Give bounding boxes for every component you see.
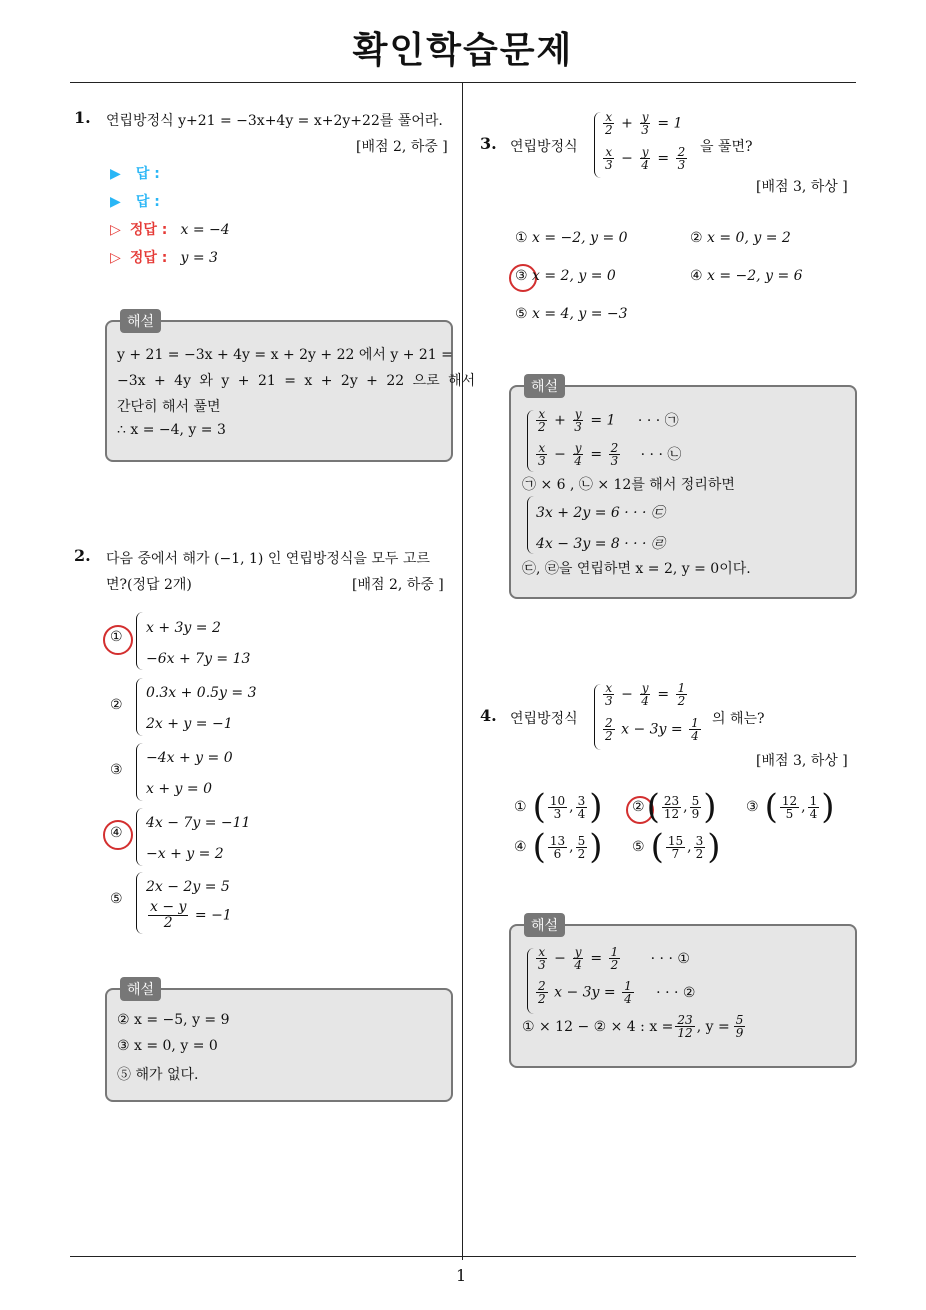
q2-option-eq: $\frac{x - y}{2}$ = −1 [150,899,232,931]
q2-option-mark: ④ [110,825,123,841]
q3-meta: [배점 3, 하상 ] [756,179,848,195]
q1-explanation-tag: 해설 [120,309,161,333]
q4-system-row: $\frac{x}{3}$ − $\frac{y}{4}$ = $\frac{1}{2}$ [605,681,686,708]
q2-number: 2. [74,546,91,565]
brace-icon [136,612,143,670]
answer-arrow-icon: ▶ [110,194,121,210]
brace-icon [527,410,534,472]
q3-explain-line: ㉢, ㉣을 연립하면 x = 2, y = 0이다. [522,561,751,577]
q3-explain-line: ㉠ × 6 , ㉡ × 12를 해서 정리하면 [522,477,735,493]
q2-option-mark: ① [110,629,123,645]
q4-explain-system-row: $\frac{x}{3}$ − $\frac{y}{4}$ = $\frac{1}{2}$ · · · ① [538,945,690,972]
q4-option: ④ ( $\frac{13}{6}$ , $\frac{5}{2}$ ) [514,827,603,867]
brace-icon [136,872,143,934]
q4-prompt: 연립방정식 [510,711,578,727]
correct-label: 정답 : [129,222,168,238]
brace-icon [136,678,143,736]
brace-icon [136,808,143,866]
correct-arrow-icon: ▷ [110,222,121,238]
q1-explain-line: −3x + 4y 와 y + 21 = x + 2y + 22 으로 해서 [117,373,476,389]
q2-option-mark: ⑤ [110,891,123,907]
q3-prompt: 연립방정식 [510,139,578,155]
q2-option-mark: ② [110,697,123,713]
q4-meta: [배점 3, 하상 ] [756,753,848,769]
q1-explain-line: ∴ x = −4, y = 3 [117,422,226,438]
correct-label: 정답 : [129,250,168,266]
correct-arrow-icon: ▷ [110,250,121,266]
q2-option-eq: −6x + 7y = 13 [146,651,251,667]
answer-arrow-icon: ▶ [110,166,121,182]
q2-option-eq: 0.3x + 0.5y = 3 [146,685,257,701]
page-number: 1 [456,1266,467,1285]
q2-option-eq: x + 3y = 2 [146,620,221,636]
column-divider [462,82,463,1260]
brace-icon [136,743,143,801]
q1-correct-row [110,219,230,239]
q1-meta: [배점 2, 하중 ] [356,139,448,155]
q2-meta: [배점 2, 하중 ] [352,577,444,593]
q2-option-eq: 2x + y = −1 [146,716,233,732]
q3-option: ① x = −2, y = 0 [515,230,628,246]
q4-prompt-after: 의 해는? [712,711,765,727]
q4-option: ① ( $\frac{10}{3}$ , $\frac{3}{4}$ ) [514,787,603,827]
brace-icon [594,112,601,178]
correct-value: y = 3 [180,250,218,266]
q1-explain-line: y + 21 = −3x + 4y = x + 2y + 22 에서 y + 21 = [117,347,453,363]
q1-explanation-box [105,320,453,462]
q3-explain-system-row: $\frac{x}{2}$ + $\frac{y}{3}$ = 1 · · · ㉠ [538,407,679,434]
q1-correct-row [110,247,218,267]
q2-option-eq: x + y = 0 [146,781,212,797]
q3-explain-line: 3x + 2y = 6 · · · ㉢ [536,505,665,521]
q1-answer-row [110,163,160,183]
q3-explain-line: 4x − 3y = 8 · · · ㉣ [536,536,665,552]
q3-system-row: $\frac{x}{3}$ − $\frac{y}{4}$ = $\frac{2}{3}$ [605,145,686,172]
q1-prompt: 연립방정식 y+21 = −3x+4y = x+2y+22를 풀어라. [106,113,443,129]
q2-prompt: 다음 중에서 해가 (−1, 1) 인 연립방정식을 모두 고르 [106,551,430,567]
q1-number: 1. [74,108,91,127]
q4-option: ③ ( $\frac{12}{5}$ , $\frac{1}{4}$ ) [746,787,835,827]
answer-label: 답 : [135,166,160,182]
q1-answer-row [110,191,160,211]
q4-option: ② ( $\frac{23}{12}$ , $\frac{5}{9}$ ) [632,787,717,827]
q3-prompt-after: 을 풀면? [700,139,753,155]
q1-explain-line: 간단히 해서 풀면 [117,399,221,415]
q2-explanation-tag: 해설 [120,977,161,1001]
footer-rule [70,1256,856,1257]
q4-number: 4. [480,706,497,725]
q2-option-eq: −x + y = 2 [146,846,224,862]
q2-explain-line: ③ x = 0, y = 0 [117,1038,218,1054]
q4-explain-line: ① × 12 − ② × 4 : x = $\frac{23}{12}$ , y = $\frac{5}{9}$ [522,1013,744,1040]
header-rule [70,82,856,83]
q4-explanation-tag: 해설 [524,913,565,937]
q2-prompt: 면?(정답 2개) [106,577,192,593]
q3-option: ⑤ x = 4, y = −3 [515,306,628,322]
q2-option-mark: ③ [110,762,123,778]
q4-option: ⑤ ( $\frac{15}{7}$ , $\frac{3}{2}$ ) [632,827,721,867]
brace-icon [594,684,601,750]
correct-value: x = −4 [180,222,230,238]
q2-option-eq: 2x − 2y = 5 [146,879,230,895]
q3-option: ② x = 0, y = 2 [690,230,791,246]
q2-explain-line: ⑤ 해가 없다. [117,1067,199,1083]
brace-icon [527,948,534,1014]
page-title: 확인학습문제 [352,30,574,71]
q4-explain-system-row: $\frac{2}{2}$ x − 3y = $\frac{1}{4}$ · · · ② [538,979,696,1006]
brace-icon [527,496,534,554]
q2-option-eq: −4x + y = 0 [146,750,233,766]
q4-system-row: $\frac{2}{2}$ x − 3y = $\frac{1}{4}$ [605,716,699,743]
q3-option: ④ x = −2, y = 6 [690,268,803,284]
answer-label: 답 : [135,194,160,210]
q3-explanation-tag: 해설 [524,374,565,398]
q3-number: 3. [480,134,497,153]
q3-system-row: $\frac{x}{2}$ + $\frac{y}{3}$ = 1 [605,110,683,137]
q2-explain-line: ② x = −5, y = 9 [117,1012,230,1028]
q2-option-eq: 4x − 7y = −11 [146,815,251,831]
q3-option: ③ x = 2, y = 0 [515,268,616,284]
q3-explain-system-row: $\frac{x}{3}$ − $\frac{y}{4}$ = $\frac{2}{3}$ · · · ㉡ [538,441,682,468]
